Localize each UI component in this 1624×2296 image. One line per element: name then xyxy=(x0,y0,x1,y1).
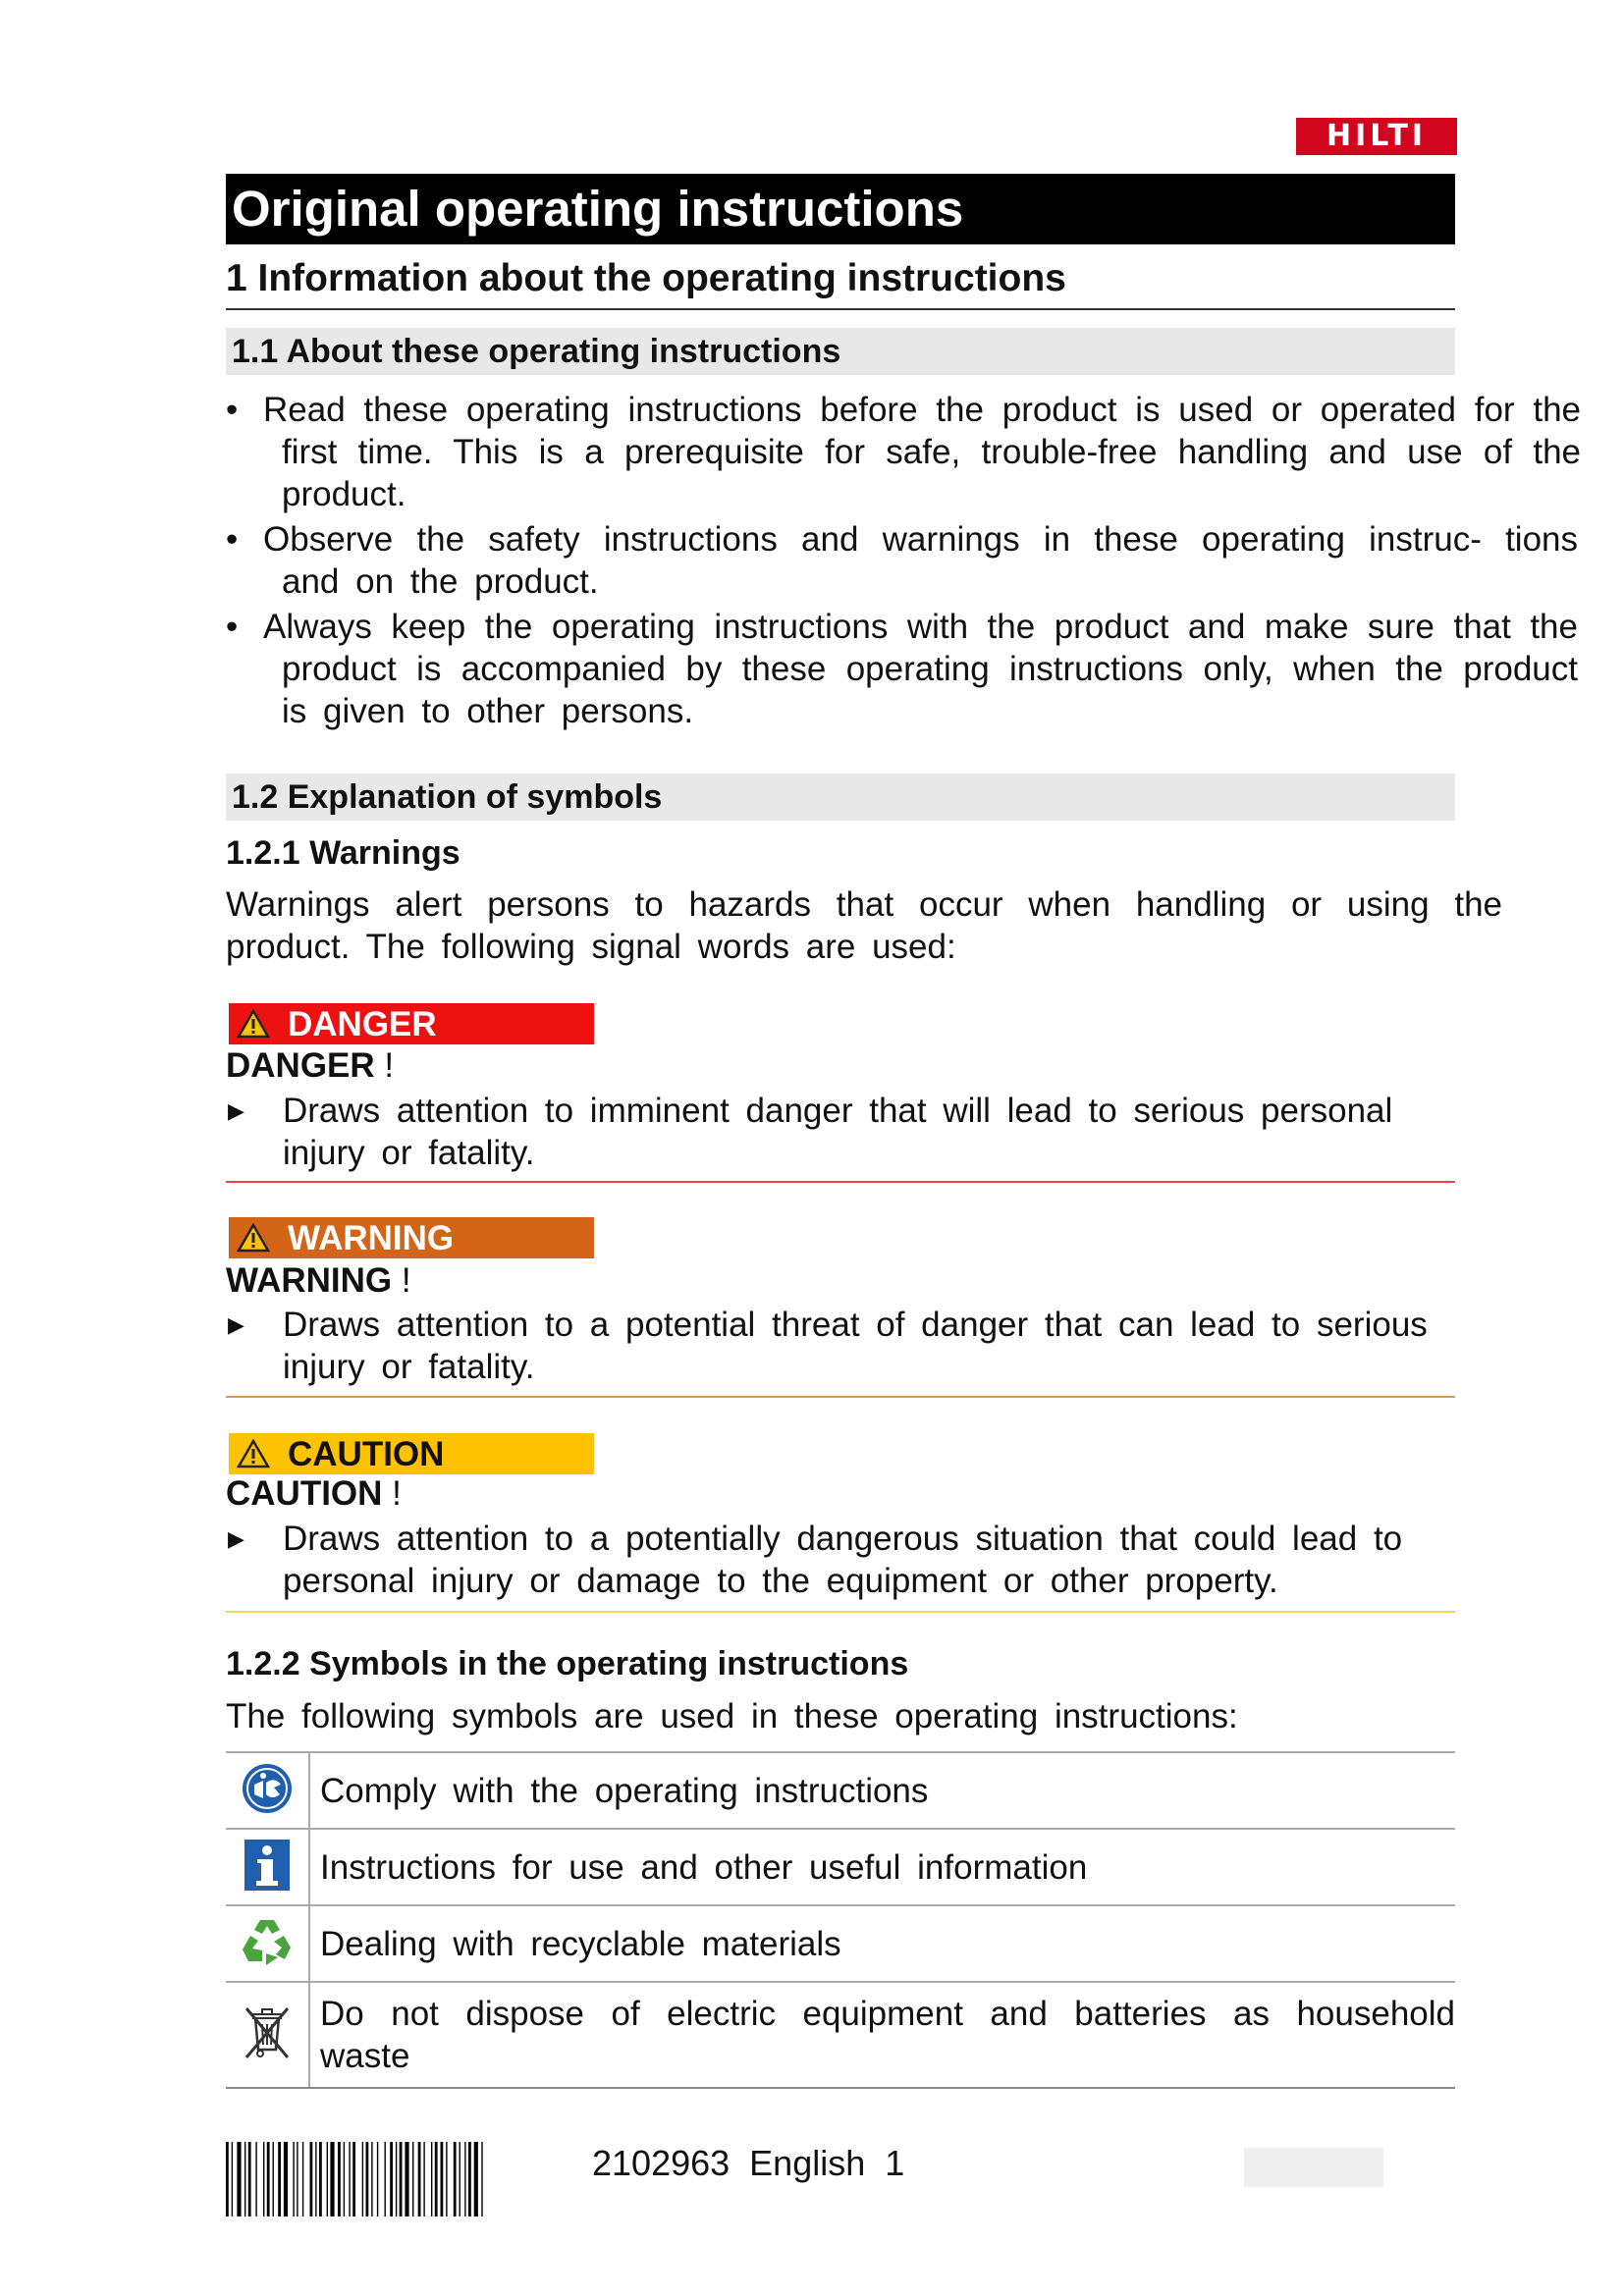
caution-banner-label: CAUTION xyxy=(288,1434,445,1473)
symbols-intro: The following symbols are used in these operating instructions: xyxy=(226,1697,1238,1735)
barcode-icon xyxy=(226,2142,562,2216)
caution-description: ▶ Draws attention to a potentially dangerous situation that could lead to personal injury or damage to the equipment or other property. xyxy=(228,1520,1403,1600)
arrow-bullet-icon: ▶ xyxy=(228,1098,244,1123)
symbols-heading: 1.2.2 Symbols in the operating instructions xyxy=(226,1645,909,1682)
caution-signal-word: CAUTION ! xyxy=(226,1474,402,1513)
info-icon xyxy=(242,1838,293,1893)
danger-description: ▶ Draws attention to imminent danger that will lead to serious personal injury or fatality. xyxy=(228,1092,1393,1172)
symbol-description: Dealing with recyclable materials xyxy=(309,1905,1455,1982)
warning-triangle-icon xyxy=(237,1223,270,1253)
symbols-table xyxy=(226,1751,1455,2089)
hilti-logo xyxy=(1296,118,1457,155)
doc-number: 2102963 xyxy=(592,2143,731,2183)
logo-text: HILTI xyxy=(1326,119,1428,153)
doc-language: English xyxy=(749,2143,866,2183)
table-row xyxy=(226,1752,1455,1829)
warning-signal-word: WARNING ! xyxy=(226,1261,411,1300)
warning-description: ▶ Draws attention to a potential threat of danger that can lead to serious injury or fatality. xyxy=(228,1306,1428,1386)
arrow-bullet-icon: ▶ xyxy=(228,1312,244,1337)
symbol-description: Do not dispose of electric equipment and batteries as household waste xyxy=(309,1982,1455,2088)
danger-banner-label: DANGER xyxy=(288,1004,437,1043)
caution-rule xyxy=(226,1611,1455,1613)
arrow-bullet-icon: ▶ xyxy=(228,1526,244,1551)
crossed-out-bin-icon xyxy=(241,2002,294,2063)
recycle-icon xyxy=(239,1914,296,1969)
read-manual-icon xyxy=(240,1761,295,1816)
symbol-description: Instructions for use and other useful information xyxy=(309,1829,1455,1905)
bullet-item: • Always keep the operating instructions with the product and make sure that the product is accompanied by these operating instructions only, when the product is given to other persons. xyxy=(226,606,1578,732)
warning-triangle-icon xyxy=(237,1009,270,1039)
warning-rule xyxy=(226,1396,1455,1398)
bullet-item: • Observe the safety instructions and warnings in these operating instruc- tions and on the product. xyxy=(226,518,1578,603)
about-bullet-list xyxy=(226,389,1581,735)
table-row xyxy=(226,1905,1455,1982)
bullet-item: • Read these operating instructions before the product is used or operated for the first time. This is a prerequisite for safe, trouble-free handling and use of the product. xyxy=(226,389,1581,515)
table-row xyxy=(226,1829,1455,1905)
warning-triangle-icon xyxy=(237,1439,270,1468)
warnings-intro: Warnings alert persons to hazards that occur when handling or using the product. The following signal words are used: xyxy=(226,885,1502,966)
caution-banner xyxy=(229,1433,594,1474)
page-title: Original operating instructions xyxy=(226,174,1455,244)
page-number: 1 xyxy=(885,2143,905,2183)
danger-signal-word: DANGER ! xyxy=(226,1046,395,1085)
warning-banner xyxy=(229,1217,594,1258)
table-row xyxy=(226,1982,1455,2088)
section-1-1-heading: 1.1 About these operating instructions xyxy=(226,328,1455,375)
section-1-2-heading: 1.2 Explanation of symbols xyxy=(226,774,1455,821)
warning-banner-label: WARNING xyxy=(288,1218,455,1257)
warnings-heading: 1.2.1 Warnings xyxy=(226,834,460,872)
footer-blank-box xyxy=(1244,2148,1383,2187)
footer-doc-info xyxy=(592,2143,904,2184)
danger-banner xyxy=(229,1003,594,1044)
section-1-heading: 1 Information about the operating instructions xyxy=(226,257,1455,310)
symbol-description: Comply with the operating instructions xyxy=(309,1752,1455,1829)
danger-rule xyxy=(226,1181,1455,1183)
